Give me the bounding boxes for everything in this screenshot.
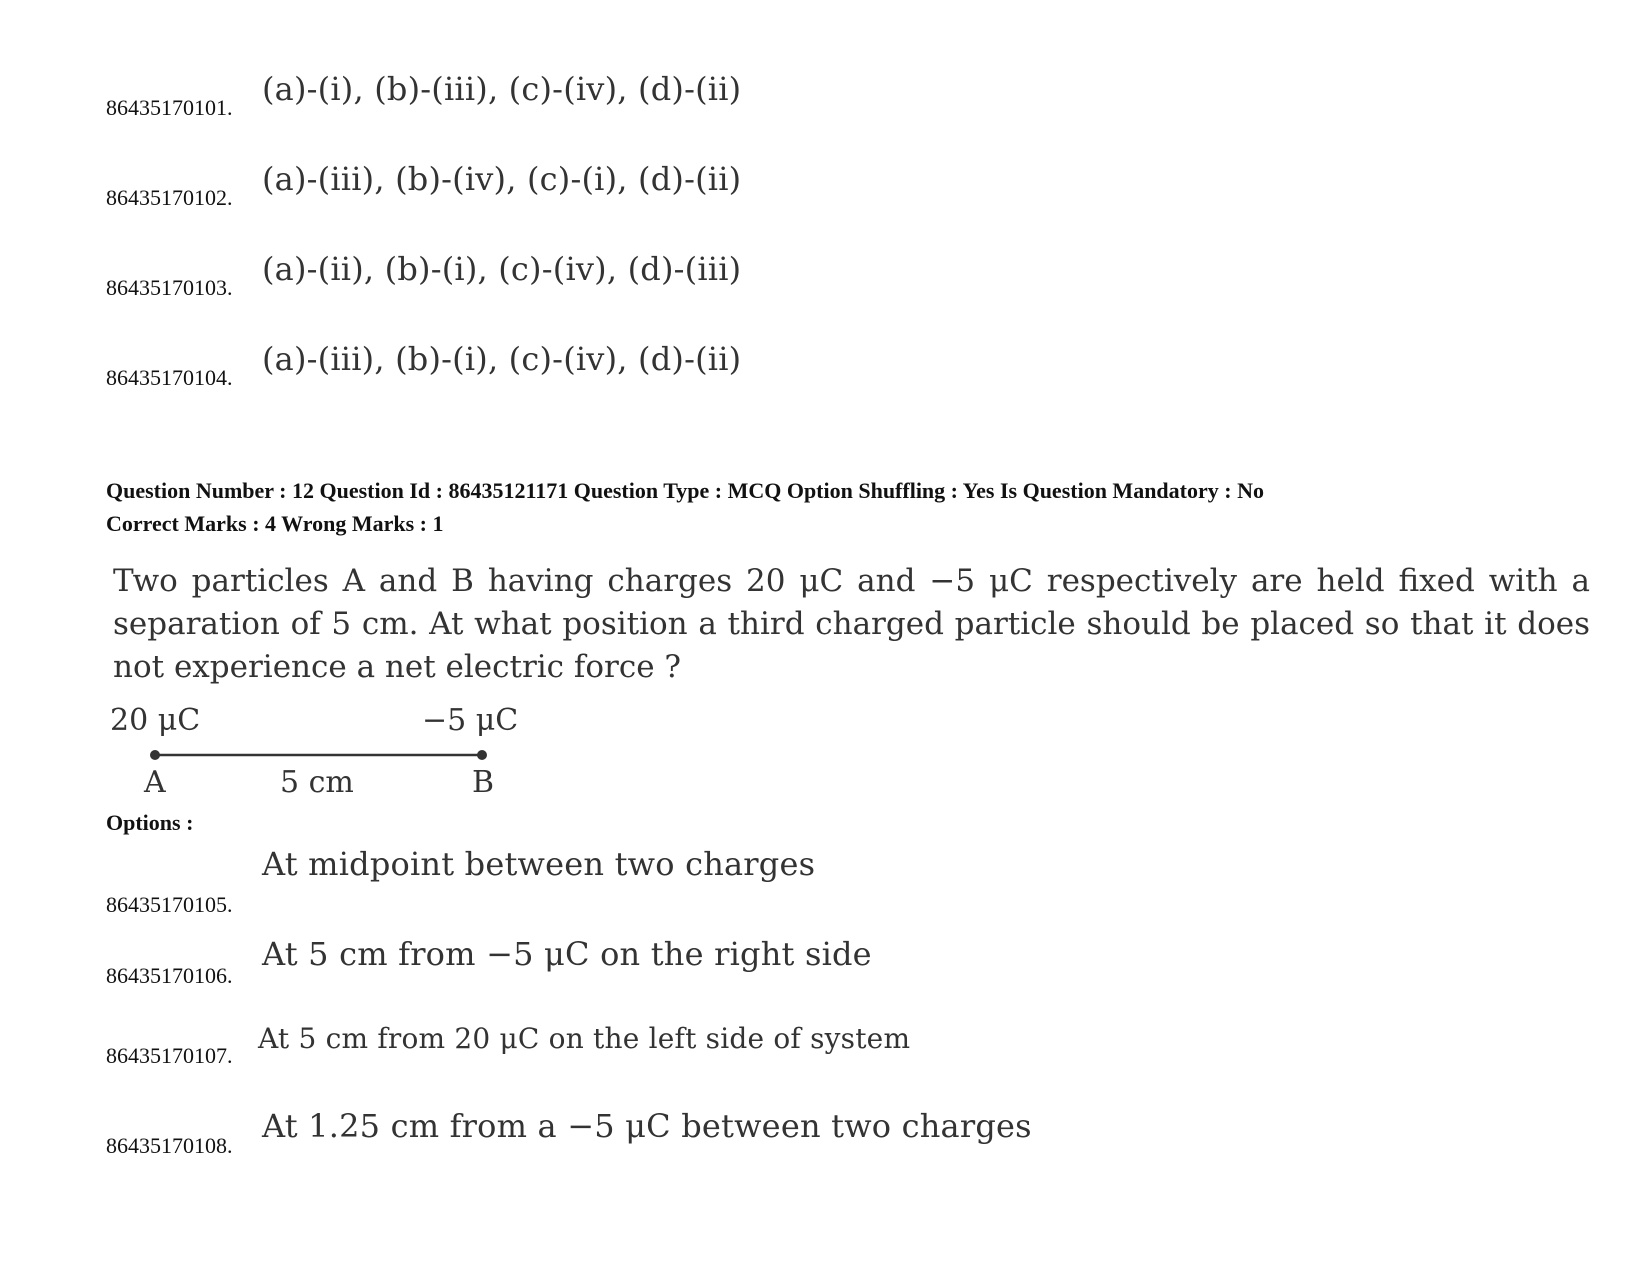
option-text: (a)-(ii), (b)-(i), (c)-(iv), (d)-(iii)	[262, 250, 742, 288]
option-text: At midpoint between two charges	[262, 845, 816, 883]
option-id: 86435170102.	[106, 185, 233, 210]
charge-b-label: −5 μC	[422, 703, 519, 738]
option-id: 86435170108.	[106, 1133, 233, 1158]
option-id: 86435170101.	[106, 95, 233, 120]
point-a-label: A	[144, 765, 166, 800]
question-meta-line2: Correct Marks : 4 Wrong Marks : 1	[106, 511, 444, 536]
option-text: At 1.25 cm from a −5 μC between two charges	[262, 1107, 1032, 1145]
question-text	[113, 560, 1590, 689]
option-text: (a)-(iii), (b)-(iv), (c)-(i), (d)-(ii)	[262, 160, 742, 198]
option-text: At 5 cm from 20 μC on the left side of system	[258, 1022, 911, 1055]
option-id: 86435170105.	[106, 892, 233, 917]
option-text: (a)-(i), (b)-(iii), (c)-(iv), (d)-(ii)	[262, 70, 742, 108]
option-text: At 5 cm from −5 μC on the right side	[262, 935, 872, 973]
option-id: 86435170104.	[106, 365, 233, 390]
option-id: 86435170103.	[106, 275, 233, 300]
point-b-dot	[477, 750, 487, 760]
option-text: (a)-(iii), (b)-(i), (c)-(iv), (d)-(ii)	[262, 340, 742, 378]
option-id: 86435170107.	[106, 1043, 233, 1068]
charge-a-label: 20 μC	[110, 703, 201, 738]
separation-label: 5 cm	[280, 765, 354, 800]
point-a-dot	[150, 750, 160, 760]
question-meta-line1: Question Number : 12 Question Id : 86435121171 Question Type : MCQ Option Shuffling : Yes Is Question Mandatory : No	[106, 478, 1264, 503]
question-paragraph: Two particles A and B having charges 20 μC and −5 μC respectively are held fixed with a separation of 5 cm. At what position a third charged particle should be placed so that it does not experience a net electric force ?	[113, 563, 1590, 685]
option-id: 86435170106.	[106, 963, 233, 988]
options-label: Options :	[106, 810, 194, 835]
point-b-label: B	[472, 765, 495, 800]
charge-diagram	[100, 700, 600, 820]
